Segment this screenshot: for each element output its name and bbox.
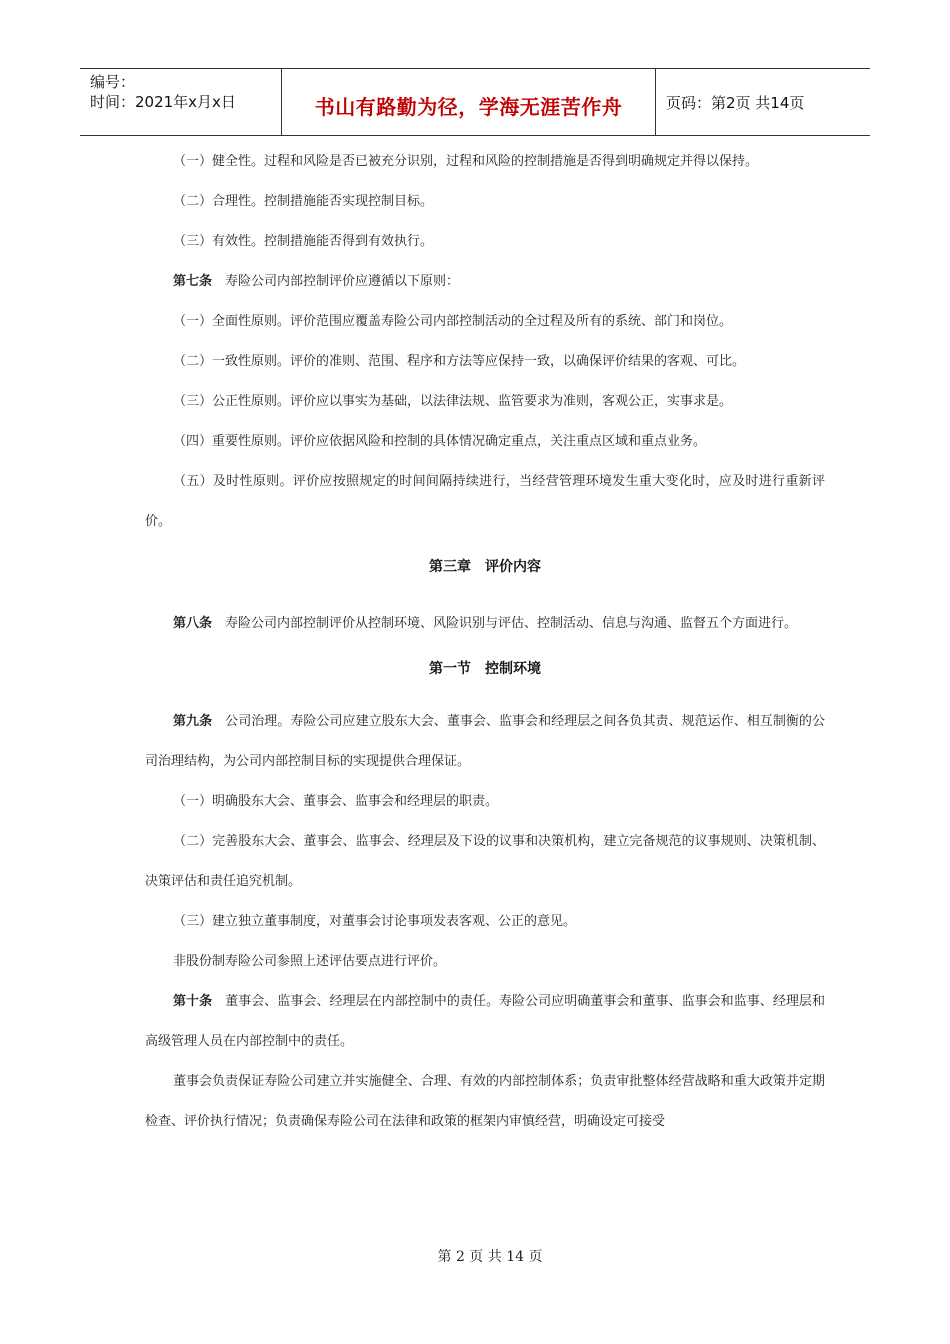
section-heading: 第一节 控制环境 xyxy=(429,661,541,677)
paragraph: （一）明确股东大会、董事会、监事会和经理层的职责。 xyxy=(173,794,499,809)
article-10 xyxy=(145,982,825,1062)
paragraph: （四）重要性原则。评价应依据风险和控制的具体情况确定重点，关注重点区域和重点业务。 xyxy=(173,434,707,449)
article-label: 第十条 xyxy=(173,994,213,1009)
article-text: 公司治理。寿险公司应建立股东大会、董事会、监事会和经理层之间各负其责、规范运作、相互制衡的公司治理结构，为公司内部控制目标的实现提供合理保证。 xyxy=(145,714,825,769)
article-8 xyxy=(145,604,825,644)
paragraph: 非股份制寿险公司参照上述评估要点进行评价。 xyxy=(173,954,447,969)
article-label: 第九条 xyxy=(173,714,213,729)
doc-date-label: 时间：2021年x月x日 xyxy=(90,93,236,111)
paragraph: （三）建立独立董事制度，对董事会讨论事项发表客观、公正的意见。 xyxy=(173,914,577,929)
paragraph: 董事会负责保证寿险公司建立并实施健全、合理、有效的内部控制体系；负责审批整体经营战略和重大政策并定期检查、评价执行情况；负责确保寿险公司在法律和政策的框架内审慎经营，明确设定可接受 xyxy=(145,1074,825,1129)
article-7 xyxy=(145,272,825,292)
paragraph: （二）合理性。控制措施能否实现控制目标。 xyxy=(173,194,434,209)
paragraph: （一）全面性原则。评价范围应覆盖寿险公司内部控制活动的全过程及所有的系统、部门和岗位。 xyxy=(173,314,733,329)
paragraph: （三）公正性原则。评价应以事实为基础，以法律法规、监管要求为准则，客观公正，实事求是。 xyxy=(173,394,733,409)
article-text: 董事会、监事会、经理层在内部控制中的责任。寿险公司应明确董事会和董事、监事会和监事、经理层和高级管理人员在内部控制中的责任。 xyxy=(145,994,825,1049)
paragraph: （一）健全性。过程和风险是否已被充分识别，过程和风险的控制措施是否得到明确规定并得以保持。 xyxy=(173,154,759,169)
article-text: 寿险公司内部控制评价应遵循以下原则： xyxy=(225,274,460,289)
page-header xyxy=(80,68,870,136)
page-footer: 第 2 页 共 14 页 xyxy=(437,1249,543,1265)
header-info-cell xyxy=(80,69,282,135)
article-label: 第七条 xyxy=(173,274,213,289)
header-page-label: 页码：第2页 共14页 xyxy=(666,93,805,112)
doc-number-label: 编号： xyxy=(90,73,136,91)
paragraph: （五）及时性原则。评价应按照规定的时间间隔持续进行，当经营管理环境发生重大变化时，应及时进行重新评价。 xyxy=(145,474,825,529)
paragraph: （三）有效性。控制措施能否得到有效执行。 xyxy=(173,234,434,249)
header-motto: 书山有路勤为径，学海无涯苦作舟 xyxy=(282,69,656,135)
paragraph: （二）完善股东大会、董事会、监事会、经理层及下设的议事和决策机构，建立完备规范的议事规则、决策机制、决策评估和责任追究机制。 xyxy=(145,834,825,889)
paragraph: （二）一致性原则。评价的准则、范围、程序和方法等应保持一致，以确保评价结果的客观、可比。 xyxy=(173,354,746,369)
chapter-heading: 第三章 评价内容 xyxy=(429,559,541,575)
article-label: 第八条 xyxy=(173,616,213,631)
article-text: 寿险公司内部控制评价从控制环境、风险识别与评估、控制活动、信息与沟通、监督五个方面进行。 xyxy=(225,616,798,631)
document-body xyxy=(145,152,825,1142)
article-9 xyxy=(145,702,825,782)
